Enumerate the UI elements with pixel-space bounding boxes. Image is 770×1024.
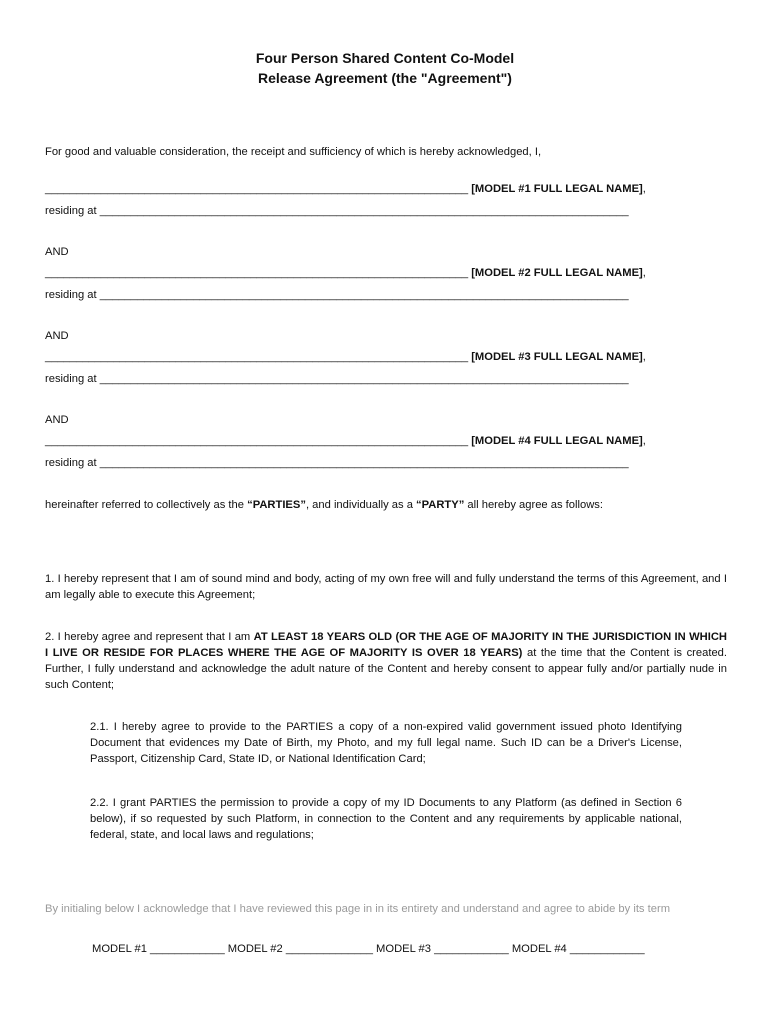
hereinafter-text	[45, 497, 603, 513]
residing-blank: _____________________________________________________________________________________	[99, 205, 629, 217]
model-4-name-line	[45, 433, 646, 449]
model-2-name-line	[45, 265, 646, 281]
residing-blank: _____________________________________________________________________________________	[99, 373, 629, 385]
model-1-name-label: [MODEL #1 FULL LEGAL NAME]	[471, 183, 643, 195]
model-3-name-line	[45, 349, 646, 365]
name-blank: ____________________________________________________________________	[45, 267, 469, 279]
model-3-name-label: [MODEL #3 FULL LEGAL NAME]	[471, 351, 643, 363]
comma: ,	[642, 267, 646, 279]
model-4-name-label: [MODEL #4 FULL LEGAL NAME]	[471, 435, 643, 447]
model-3-residing-line	[45, 371, 629, 387]
model-4-residing-line	[45, 455, 629, 471]
party-term: “PARTY”	[416, 499, 465, 511]
clause-1: 1. I hereby represent that I am of sound mind and body, acting of my own free will and fully understand the terms of this Agreement, and I am legally able to execute this Agreement;	[45, 573, 727, 601]
name-blank: ____________________________________________________________________	[45, 183, 469, 195]
residing-label: residing at	[45, 289, 97, 301]
name-blank: ____________________________________________________________________	[45, 435, 469, 447]
parties-term: “PARTIES”	[247, 499, 306, 511]
and-label-2: AND	[45, 330, 69, 342]
and-label-1: AND	[45, 246, 69, 258]
model-initials-line: MODEL #1 ____________ MODEL #2 ______________ MODEL #3 ____________ MODEL #4 ____________	[92, 943, 645, 955]
hereinafter-mid: , and individually as a	[305, 499, 417, 511]
comma: ,	[642, 351, 646, 363]
residing-blank: _____________________________________________________________________________________	[99, 457, 629, 469]
model-1-residing-line	[45, 203, 629, 219]
clause-2	[45, 629, 727, 693]
residing-blank: _____________________________________________________________________________________	[99, 289, 629, 301]
model-2-name-label: [MODEL #2 FULL LEGAL NAME]	[471, 267, 643, 279]
hereinafter-pre: hereinafter referred to collectively as the	[45, 499, 248, 511]
document-title-line1: Four Person Shared Content Co-Model	[255, 50, 515, 66]
comma: ,	[642, 183, 646, 195]
hereinafter-post: all hereby agree as follows:	[464, 499, 603, 511]
clause-2-pre: 2. I hereby agree and represent that I am	[45, 631, 254, 643]
model-1-name-line	[45, 181, 646, 197]
model-2-residing-line	[45, 287, 629, 303]
clause-2-post: at the time that the Content is created. Further, I fully understand and acknowledge the adult nature of the Content and hereby consent to appear fully and/or partially nude in such Content;	[45, 647, 727, 691]
residing-label: residing at	[45, 373, 97, 385]
comma: ,	[642, 435, 646, 447]
residing-label: residing at	[45, 457, 97, 469]
name-blank: ____________________________________________________________________	[45, 351, 469, 363]
clause-2-2: 2.2. I grant PARTIES the permission to provide a copy of my ID Documents to any Platform (as defined in Section 6 below), if so requested by such Platform, in connection to the Content and any requirements by applicable national, federal, state, and local laws and regulations;	[90, 797, 682, 841]
document-title-line2: Release Agreement (the "Agreement")	[258, 70, 512, 86]
and-label-3: AND	[45, 414, 69, 426]
residing-label: residing at	[45, 205, 97, 217]
clause-2-1: 2.1. I hereby agree to provide to the PARTIES a copy of a non-expired valid government issued photo Identifying Document that evidences my Date of Birth, my Photo, and my full legal name. Such ID can be a Driver's License, Passport, Citizenship Card, State ID, or National Identification Card;	[90, 721, 682, 765]
clause-2-age-requirement: AT LEAST 18 YEARS OLD (OR THE AGE OF MAJORITY IN THE JURISDICTION IN WHICH I LIVE OR RESIDE FOR PLACES WHERE THE AGE OF MAJORITY IS OVER 18 YEARS)	[45, 631, 727, 659]
initial-acknowledgement-note: By initialing below I acknowledge that I have reviewed this page in in its entirety and understand and agree to abide by its term	[45, 903, 671, 915]
intro-text: For good and valuable consideration, the receipt and sufficiency of which is hereby acknowledged, I,	[45, 146, 542, 158]
